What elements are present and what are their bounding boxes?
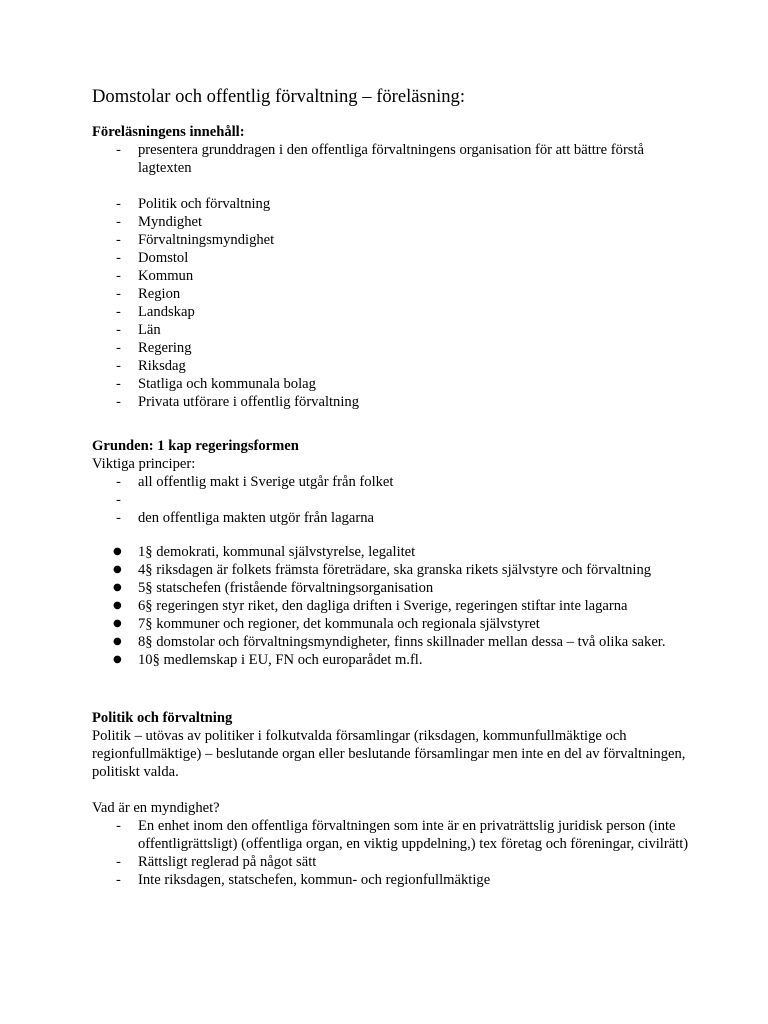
list-item: ● 5§ statschefen (fristående förvaltningsorganisation [92, 579, 692, 597]
list-item: - Politik och förvaltning [92, 195, 692, 213]
myndighet-list [92, 817, 692, 889]
section-heading: Föreläsningens innehåll: [92, 124, 245, 140]
body-paragraph: Politik – utövas av politiker i folkutvalda församlingar (riksdagen, kommunfullmäktige och regionfullmäktige) – beslutande organ eller beslutande församlingar men inte en del av förvaltningen, politiskt valda. [92, 728, 686, 780]
list-item: - presentera grunddragen i den offentliga förvaltningens organisation för att bättre förstå lagtexten [92, 141, 692, 177]
list-item: - Statliga och kommunala bolag [92, 375, 692, 393]
list-item: - En enhet inom den offentliga förvaltningen som inte är en privaträttslig juridisk person (inte offentligrättsligt) (offentliga organ, en viktig uppdelning,) tex företag och föreningar, civilrätt) [92, 817, 692, 853]
list-item: ● 10§ medlemskap i EU, FN och europarådet m.fl. [92, 651, 692, 669]
topics-list [92, 195, 692, 411]
list-item: - Kommun [92, 267, 692, 285]
list-item: ● 7§ kommuner och regioner, det kommunala och regionala självstyret [92, 615, 692, 633]
section-politik [92, 709, 692, 889]
list-item: - Rättsligt reglerad på något sätt [92, 853, 692, 871]
section-contents [92, 123, 692, 411]
subheading: Viktiga principer: [92, 456, 196, 472]
list-item: - Privata utförare i offentlig förvaltning [92, 393, 692, 411]
list-item: - Landskap [92, 303, 692, 321]
principles-list [92, 473, 692, 527]
list-item: ● 4§ riksdagen är folkets främsta företrädare, ska granska rikets självstyre och förvaltning [92, 561, 692, 579]
list-item: ● 8§ domstolar och förvaltningsmyndigheter, finns skillnader mellan dessa – två olika saker. [92, 633, 692, 651]
list-item: ● 1§ demokrati, kommunal självstyrelse, legalitet [92, 543, 692, 561]
list-item: - Riksdag [92, 357, 692, 375]
list-item: - all offentlig makt i Sverige utgår från folket [92, 473, 692, 491]
list-item: - Förvaltningsmyndighet [92, 231, 692, 249]
paragraphs-list [92, 543, 692, 669]
section-heading: Politik och förvaltning [92, 710, 233, 726]
list-item: - den offentliga makten utgör från lagarna [92, 509, 692, 527]
list-item: - Regering [92, 339, 692, 357]
list-item: - Myndighet [92, 213, 692, 231]
list-item: - Domstol [92, 249, 692, 267]
section-grunden [92, 437, 692, 669]
question-text: Vad är en myndighet? [92, 800, 220, 816]
list-item: ● 6§ regeringen styr riket, den dagliga driften i Sverige, regeringen stiftar inte lagarna [92, 597, 692, 615]
section-heading: Grunden: 1 kap regeringsformen [92, 438, 299, 454]
document-title: Domstolar och offentlig förvaltning – föreläsning: [92, 86, 466, 107]
intro-list [92, 141, 692, 177]
list-item [92, 491, 692, 509]
list-item: - Inte riksdagen, statschefen, kommun- och regionfullmäktige [92, 871, 692, 889]
list-item: - Region [92, 285, 692, 303]
list-item: - Län [92, 321, 692, 339]
